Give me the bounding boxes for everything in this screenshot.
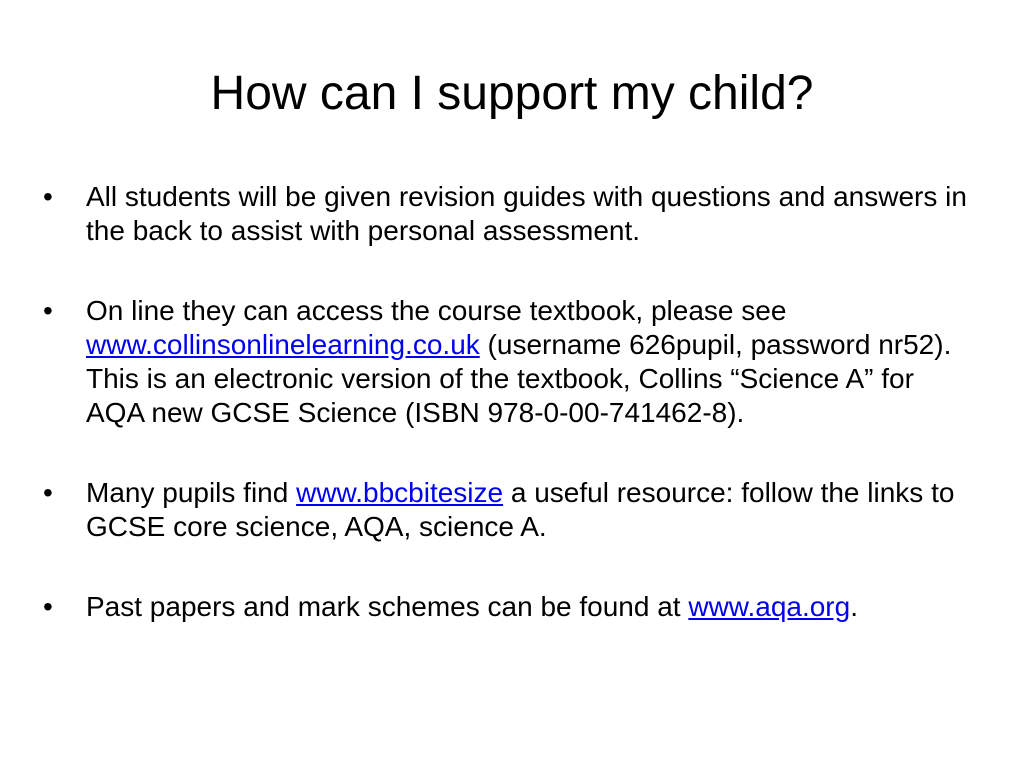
aqa-link[interactable]: www.aqa.org (688, 591, 851, 622)
bullet-icon: • (43, 477, 53, 508)
bullet-item (43, 180, 973, 248)
bullet-item (43, 590, 973, 624)
bbcbitesize-link[interactable]: www.bbcbitesize (296, 477, 504, 508)
bullet-text: Past papers and mark schemes can be found at (86, 591, 689, 622)
bullet-text: . (850, 591, 858, 622)
bullet-icon: • (43, 295, 53, 326)
collins-link[interactable]: www.collinsonlinelearning.co.uk (86, 329, 480, 360)
bullet-text: (username 626pupil, password nr52). This is an electronic version of the textbook, Collins “Science A” for AQA new GCSE Science (ISBN 978-0-00-741462-8). (86, 329, 952, 428)
bullet-icon: • (43, 591, 53, 622)
bullet-text: a useful resource: follow the links to GCSE core science, AQA, science A. (86, 477, 955, 542)
bullet-icon: • (43, 181, 53, 212)
slide-title: How can I support my child? (210, 67, 814, 120)
bullet-list (43, 180, 973, 670)
bullet-item (43, 294, 973, 430)
bullet-text: On line they can access the course textbook, please see (86, 295, 787, 326)
bullet-text: Many pupils find (86, 477, 297, 508)
bullet-text: All students will be given revision guides with questions and answers in the back to assist with personal assessment. (86, 181, 967, 246)
bullet-item (43, 476, 973, 544)
